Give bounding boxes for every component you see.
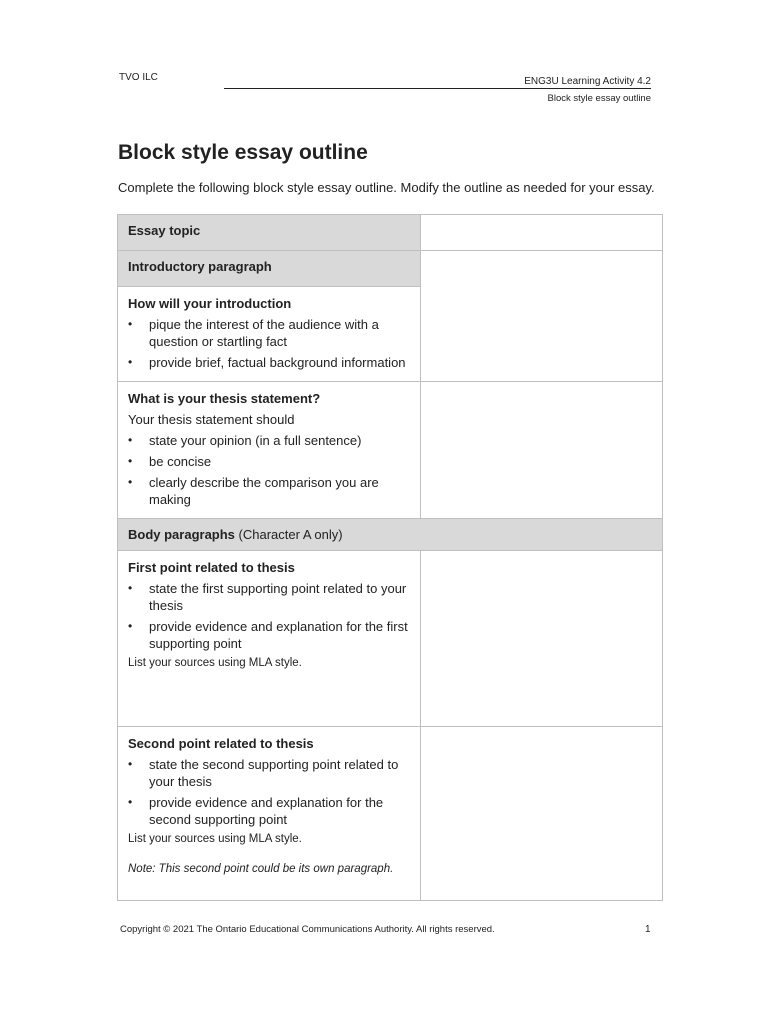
introduction-prompt: [118, 287, 421, 382]
second-point-answer[interactable]: [421, 727, 663, 901]
introduction-bullets: [128, 316, 410, 371]
row-second-point: [118, 727, 663, 901]
thesis-heading: What is your thesis statement?: [128, 391, 321, 406]
second-point-bullets: [128, 756, 410, 828]
header-subtitle: Block style essay outline: [547, 93, 651, 104]
row-thesis: [118, 382, 663, 519]
first-point-bullets: [128, 580, 410, 652]
row-essay-topic: [118, 215, 663, 251]
body-paragraphs-label: [118, 519, 663, 551]
footer-copyright: Copyright © 2021 The Ontario Educational Communications Authority. All rights reserved.: [120, 924, 495, 935]
first-point-prompt: [118, 551, 421, 727]
thesis-prompt: [118, 382, 421, 519]
intro-text: Complete the following block style essay outline. Modify the outline as needed for your essay.: [118, 180, 655, 195]
second-point-prompt: [118, 727, 421, 901]
thesis-answer[interactable]: [421, 382, 663, 519]
intro-paragraph-label: Introductory paragraph: [118, 251, 421, 287]
header-org: TVO ILC: [119, 72, 158, 83]
row-body-paragraphs: [118, 519, 663, 551]
second-point-sources: List your sources using MLA style.: [128, 833, 302, 845]
first-point-heading: First point related to thesis: [128, 560, 295, 575]
body-heading: Body paragraphs: [128, 527, 235, 542]
outline-table: [117, 214, 663, 901]
list-item: • state the second supporting point related to your thesis: [128, 756, 410, 790]
list-item: • state your opinion (in a full sentence): [128, 432, 410, 449]
header-course: ENG3U Learning Activity 4.2: [224, 76, 651, 89]
page-number: 1: [645, 924, 651, 935]
first-point-sources: List your sources using MLA style.: [128, 657, 302, 669]
introduction-heading: How will your introduction: [128, 296, 292, 311]
row-first-point: [118, 551, 663, 727]
list-item: • be concise: [128, 453, 410, 470]
row-intro-paragraph: [118, 251, 663, 287]
introduction-answer[interactable]: [421, 251, 663, 382]
list-item: • state the first supporting point related to your thesis: [128, 580, 410, 614]
page-title: Block style essay outline: [118, 141, 368, 164]
second-point-heading: Second point related to thesis: [128, 736, 314, 751]
second-point-note: Note: This second point could be its own paragraph.: [128, 863, 394, 875]
list-item: • provide evidence and explanation for the second supporting point: [128, 794, 410, 828]
thesis-bullets: [128, 432, 410, 508]
essay-topic-answer[interactable]: [421, 215, 663, 251]
first-point-answer[interactable]: [421, 551, 663, 727]
list-item: • clearly describe the comparison you are making: [128, 474, 410, 508]
list-item: • provide brief, factual background information: [128, 354, 410, 371]
body-qualifier: (Character A only): [238, 527, 343, 542]
list-item: • provide evidence and explanation for the first supporting point: [128, 618, 410, 652]
list-item: • pique the interest of the audience with a question or startling fact: [128, 316, 410, 350]
thesis-lead: Your thesis statement should: [128, 412, 295, 427]
header-right: [224, 76, 651, 104]
essay-topic-label: Essay topic: [118, 215, 421, 251]
